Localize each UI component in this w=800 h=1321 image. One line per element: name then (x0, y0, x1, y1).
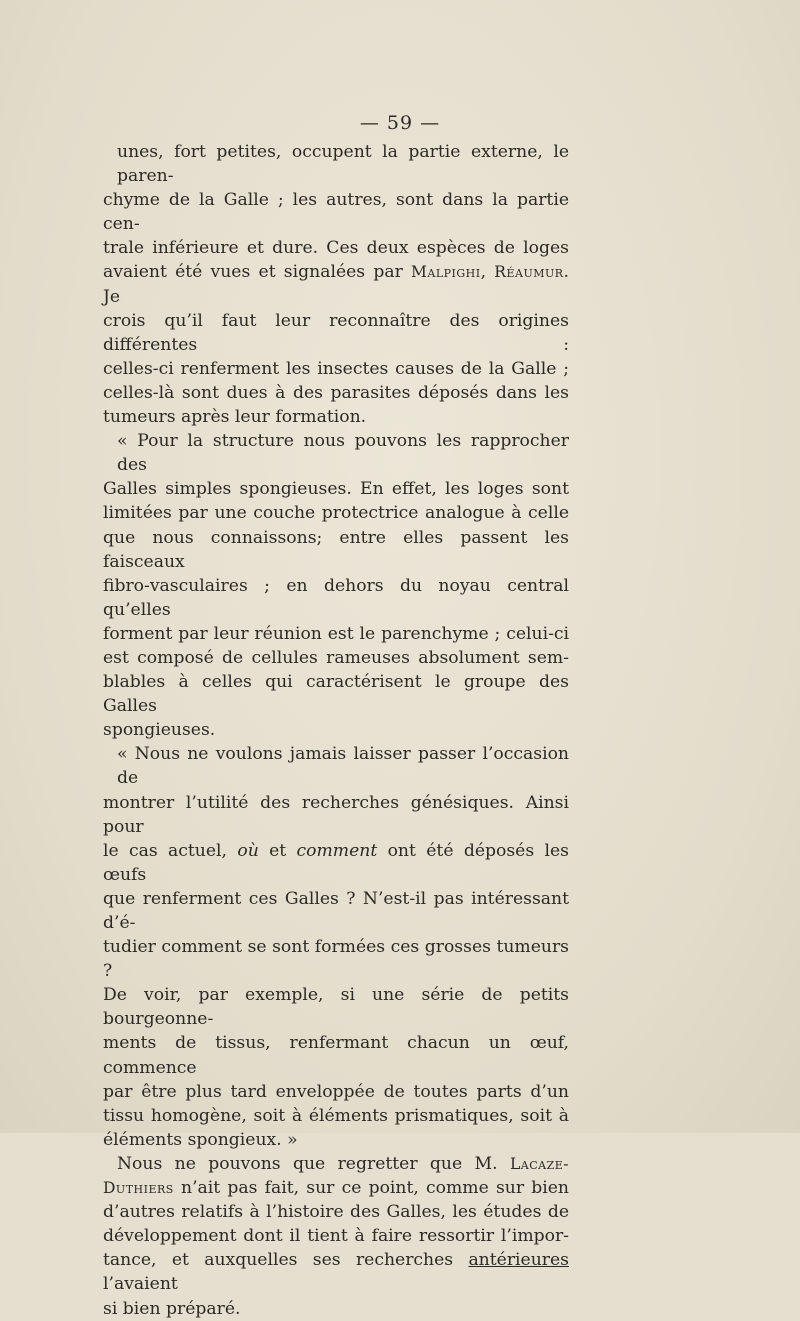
text-line: blables à celles qui caractérisent le groupe des Galles (103, 672, 569, 717)
text-line: unes, fort petites, occupent la partie externe, le paren- (117, 142, 569, 187)
text-line: si bien préparé. (103, 1298, 241, 1319)
author-name: Réaumur (494, 263, 564, 282)
text-segment: , (480, 262, 495, 283)
author-name: Duthiers (103, 1179, 174, 1198)
text-line (103, 839, 569, 887)
text-line: est composé de cellules rameuses absolument sem- (103, 647, 569, 668)
text-line: Galles simples spongieuses. En effet, les loges sont (103, 479, 569, 500)
text-line: fibro-vasculaires ; en dehors du noyau central qu’elles (103, 575, 569, 620)
text-line: « Nous ne voulons jamais laisser passer l’occasion de (117, 744, 569, 789)
text-line (103, 1152, 569, 1176)
author-name: Malpighi (411, 263, 481, 282)
text-line: « Pour la structure nous pouvons les rapprocher des (117, 431, 569, 476)
text-segment: le cas actuel, (103, 840, 238, 861)
italic-word: où (237, 840, 259, 861)
text-segment: et (258, 840, 297, 861)
text-line: par être plus tard enveloppée de toutes parts d’un (103, 1081, 569, 1102)
text-line: celles-là sont dues à des parasites déposés dans les (103, 382, 569, 403)
text-segment: tance, et auxquelles ses recherches (103, 1250, 469, 1271)
text-segment: l’avaient (103, 1274, 178, 1295)
text-line (103, 1176, 569, 1200)
text-line: que renferment ces Galles ? N’est-il pas intéressant d’é- (103, 888, 569, 933)
text-line (103, 260, 569, 308)
underlined-word: antérieures (468, 1250, 569, 1271)
text-segment: n’ait pas fait, sur ce point, comme sur bien (173, 1178, 569, 1199)
text-line: que nous connaissons; entre elles passent les faisceaux (103, 527, 569, 572)
author-name: Lacaze- (509, 1154, 569, 1173)
italic-word: comment (296, 840, 378, 861)
text-segment: Nous ne pouvons que regretter que M. (117, 1153, 510, 1174)
body-text (103, 140, 569, 1321)
text-line: tumeurs après leur formation. (103, 407, 367, 428)
text-line: trale inférieure et dure. Ces deux espèces de loges (103, 238, 569, 259)
page-number: — 59 — (359, 112, 441, 134)
text-line: ments de tissus, renfermant chacun un œuf, commence (103, 1033, 569, 1078)
text-segment: ont été déposés les œufs (103, 840, 569, 885)
text-line: développement dont il tient à faire ressortir l’impor- (103, 1226, 569, 1247)
text-line: celles-ci renferment les insectes causes de la Galle ; (103, 358, 569, 379)
text-segment: . Je (103, 262, 569, 307)
text-line: chyme de la Galle ; les autres, sont dans la partie cen- (103, 190, 569, 235)
text-line: spongieuses. (103, 720, 216, 741)
text-line: forment par leur réunion est le parenchyme ; celui-ci (103, 623, 569, 644)
text-line: d’autres relatifs à l’histoire des Galles, les études de (103, 1202, 569, 1223)
text-line: De voir, par exemple, si une série de petits bourgeonne- (103, 985, 569, 1030)
text-line: montrer l’utilité des recherches génésiques. Ainsi pour (103, 792, 569, 837)
text-line (103, 1248, 569, 1296)
text-line: limitées par une couche protectrice analogue à celle (103, 503, 569, 524)
text-line: éléments spongieux. » (103, 1129, 298, 1150)
text-line: tudier comment se sont formées ces grosses tumeurs ? (103, 937, 569, 982)
text-line: tissu homogène, soit à éléments prismatiques, soit à (103, 1105, 569, 1126)
text-segment: avaient été vues et signalées par (103, 262, 412, 283)
text-line: crois qu’il faut leur reconnaître des origines différentes : (103, 310, 569, 355)
